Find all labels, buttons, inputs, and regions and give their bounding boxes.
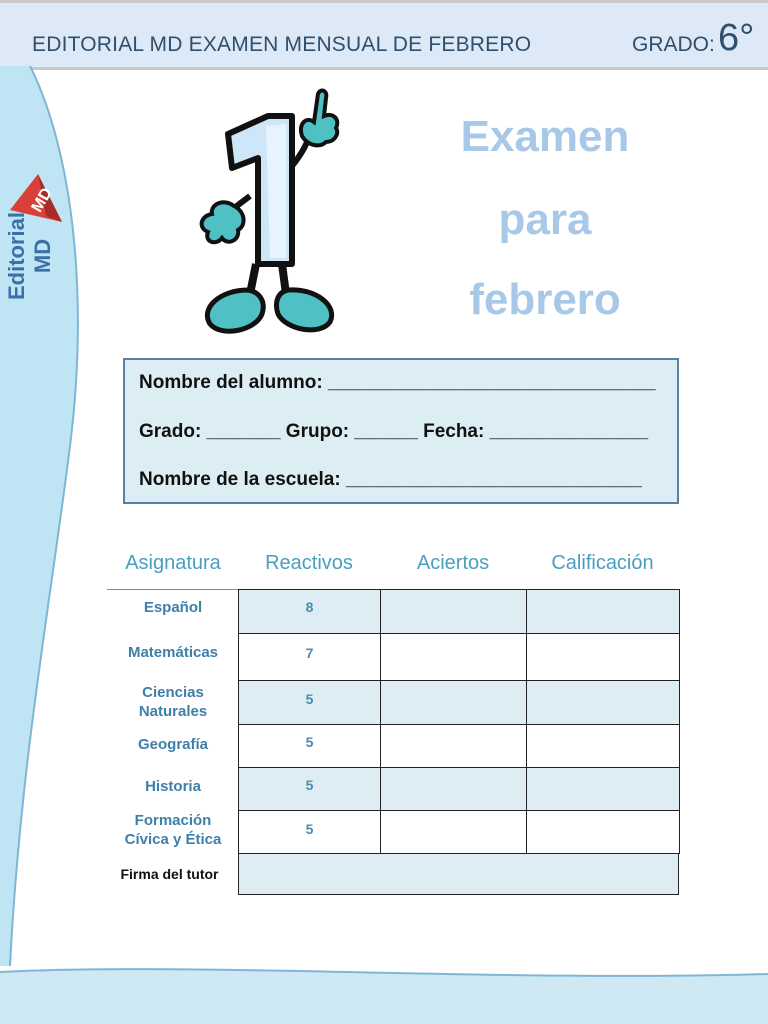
svg-text:MD: MD xyxy=(28,185,56,216)
table-row xyxy=(239,725,680,768)
signature-field[interactable] xyxy=(238,853,679,895)
header-title: EDITORIAL MD EXAMEN MENSUAL DE FEBRERO xyxy=(32,33,532,56)
score-table xyxy=(238,589,680,854)
calificacion-cell[interactable] xyxy=(527,634,680,681)
grade-value: 6° xyxy=(718,17,755,59)
reactivos-cell: 7 xyxy=(239,634,381,681)
table-row xyxy=(239,811,680,854)
aciertos-cell[interactable] xyxy=(381,725,527,768)
subject-label: Geografía xyxy=(137,736,209,753)
aciertos-cell[interactable] xyxy=(381,768,527,811)
signature-label: Firma del tutor xyxy=(120,866,219,882)
aciertos-cell[interactable] xyxy=(381,681,527,725)
table-row xyxy=(239,590,680,634)
grade-label: GRADO: xyxy=(632,33,715,56)
table-row xyxy=(239,768,680,811)
subject-label: Ciencias Naturales xyxy=(138,684,208,720)
title-line-2: para xyxy=(498,195,592,244)
bottom-swoosh-decoration xyxy=(0,958,768,1024)
column-header-asignatura: Asignatura xyxy=(125,552,221,574)
title-line-3: febrero xyxy=(469,275,621,324)
header-underline xyxy=(107,589,239,590)
subject-label: Español xyxy=(143,599,203,616)
reactivos-cell: 5 xyxy=(239,811,381,854)
aciertos-cell[interactable] xyxy=(381,811,527,854)
reactivos-cell: 5 xyxy=(239,681,381,725)
reactivos-cell: 5 xyxy=(239,768,381,811)
grade-group-date-field[interactable]: Grado: _______ Grupo: ______ Fecha: _______________ xyxy=(139,421,649,442)
calificacion-cell[interactable] xyxy=(527,725,680,768)
brand-name: Editorial MD xyxy=(4,212,55,301)
reactivos-cell: 8 xyxy=(239,590,381,634)
calificacion-cell[interactable] xyxy=(527,681,680,725)
page-header xyxy=(0,0,768,70)
column-header-aciertos: Aciertos xyxy=(416,552,490,574)
student-name-field[interactable]: Nombre del alumno: _______________________________ xyxy=(139,372,656,393)
subject-label: Historia xyxy=(145,778,201,795)
column-header-calificacion: Calificación xyxy=(551,552,654,574)
calificacion-cell[interactable] xyxy=(527,768,680,811)
school-name-field[interactable]: Nombre de la escuela: ____________________________ xyxy=(139,469,642,490)
column-header-reactivos: Reactivos xyxy=(265,552,353,574)
number-one-mascot-icon xyxy=(190,86,350,342)
title-line-1: Examen xyxy=(460,112,630,161)
aciertos-cell[interactable] xyxy=(381,634,527,681)
aciertos-cell[interactable] xyxy=(381,590,527,634)
calificacion-cell[interactable] xyxy=(527,590,680,634)
table-row xyxy=(239,634,680,681)
calificacion-cell[interactable] xyxy=(527,811,680,854)
student-info-box xyxy=(123,358,679,504)
table-row xyxy=(239,681,680,725)
reactivos-cell: 5 xyxy=(239,725,381,768)
subject-label: Formación Cívica y Ética xyxy=(124,812,222,848)
subject-label: Matemáticas xyxy=(127,644,219,661)
